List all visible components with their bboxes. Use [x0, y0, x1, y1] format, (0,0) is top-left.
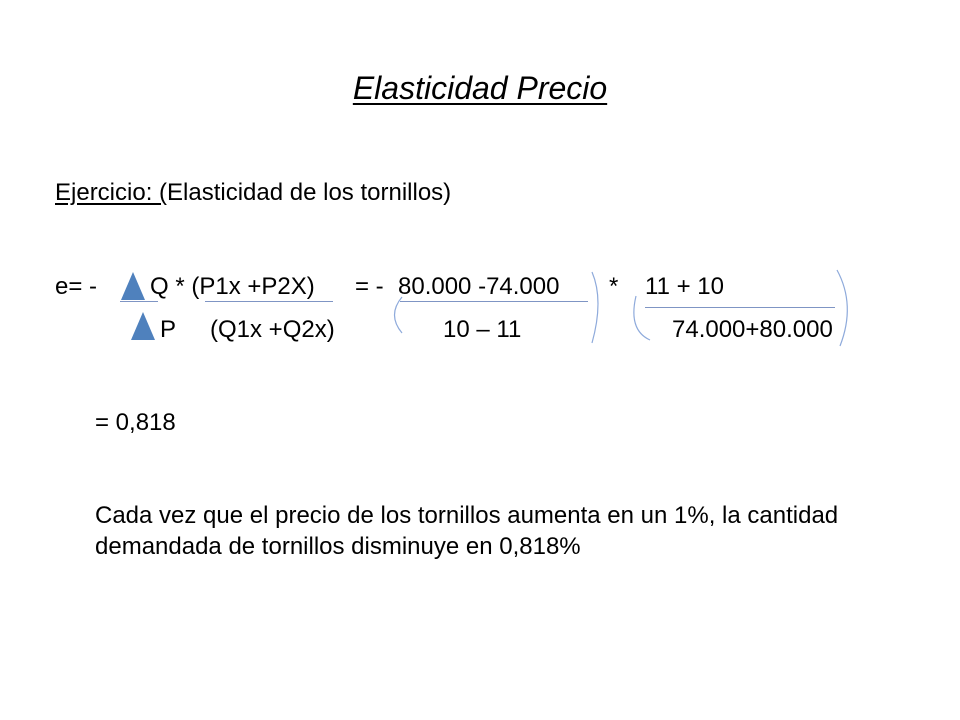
equals-minus: = - — [355, 273, 384, 300]
numerator-q: Q * (P1x +P2X) — [150, 273, 315, 300]
result-value: = 0,818 — [95, 409, 176, 436]
denominator-fraction: 10 – 11 — [443, 316, 522, 343]
exercise-label: Ejercicio: ( — [55, 179, 168, 206]
right-paren-second — [837, 270, 847, 346]
page-title: Elasticidad Precio — [352, 70, 608, 106]
numerator-sum: 11 + 10 — [645, 273, 724, 300]
denominator-p: P — [160, 316, 177, 343]
exercise-description: Elasticidad de los tornillos) — [167, 179, 452, 206]
multiply-sign: * — [609, 273, 619, 300]
right-paren-first — [592, 272, 598, 343]
elasticity-prefix: e= - — [55, 273, 98, 300]
numerator-fraction: 80.000 -74.000 — [398, 273, 560, 300]
delta-triangle-icon — [131, 312, 155, 340]
denominator-sum: 74.000+80.000 — [672, 316, 833, 343]
left-paren-first — [395, 297, 403, 333]
left-paren-second — [634, 296, 650, 340]
denominator-q: (Q1x +Q2x) — [210, 316, 335, 343]
conclusion-text: Cada vez que el precio de los tornillos aumenta en un 1%, la cantidad demandada de tornillos disminuye en 0,818% — [95, 502, 839, 560]
